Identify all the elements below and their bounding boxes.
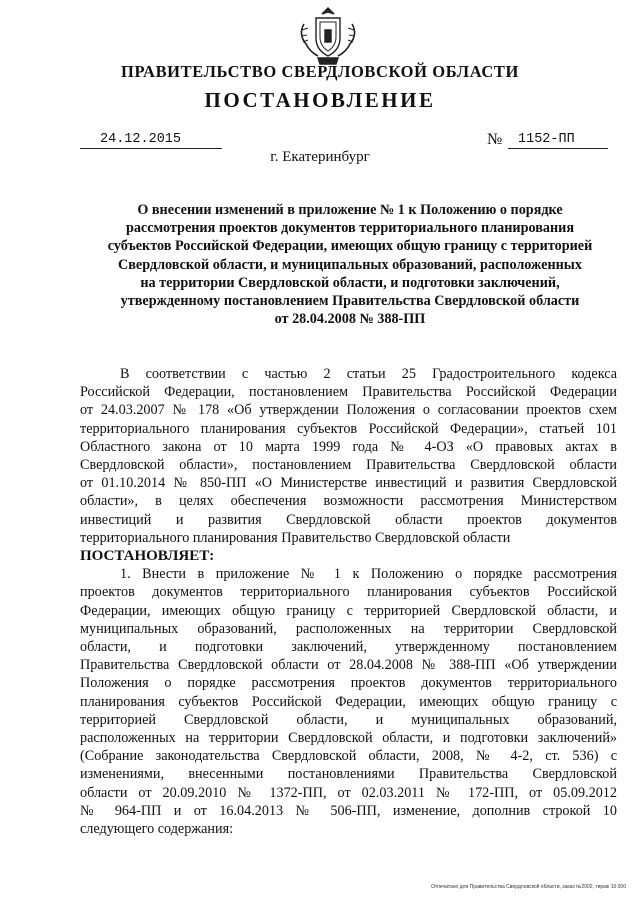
body-line: от 01.10.2014 № 850-ПП «О Министерстве инвестиций и развития Свердловской [80,475,617,492]
title-line: О внесении изменений в приложение № 1 к Положению о порядке [137,202,563,218]
document-title [80,201,620,328]
body-line: следующего содержания: [80,821,234,838]
body-line: муниципальных образований, расположенных на территории Свердловской [80,620,617,637]
number-sign: № [487,131,503,148]
body-line: территориального планирования субъектов Российской Федерации», статьей 101 [80,420,617,437]
body-line: № 964-ПП и от 16.04.2013 № 506-ПП, изменение, дополнив строкой 10 [80,802,617,819]
coat-of-arms-emblem [296,4,360,68]
body-line: Федерации, имеющих общую границу с территорией Свердловской области, и [80,602,617,619]
body-line: планирования субъектов Российской Федерации, имеющих общую границу с [80,693,617,710]
body-line: области, и подготовки заключений, утвержденному постановлением [80,639,617,656]
body-line: территориального планирования Правительство Свердловской области [80,529,511,546]
city-name: г. Екатеринбург [270,149,370,165]
body-line: Положения о порядке рассмотрения проектов документов территориального [80,675,617,692]
body-line: Свердловской области», постановлением Правительства Свердловской области [80,457,617,474]
body-line: (Собрание законодательства Свердловской области, 2008, № 4-2, ст. 536) с [80,748,617,765]
body-line: Российской Федерации, постановлением Правительства Российской Федерации [80,384,617,401]
organization-name: ПРАВИТЕЛЬСТВО СВЕРДЛОВСКОЙ ОБЛАСТИ [121,62,519,81]
document-date: 24.12.2015 [80,131,222,149]
body-line: Областного закона от 10 марта 1999 года № 4-ОЗ «О правовых актах в [80,438,617,455]
document-number: 1152-ПП [508,132,608,149]
body-line: от 24.03.2007 № 178 «Об утверждении Положения о согласовании проектов схем [80,402,617,419]
print-footer: Отпечатано для Правительства Свердловской области, заказ №2002, тираж 10 000 [430,884,626,890]
resolution-heading: ПОСТАНОВЛЯЕТ: [80,548,215,565]
title-line: утвержденному постановлением Правительства Свердловской области [120,293,580,310]
body-line: В соответствии с частью 2 статьи 25 Градостроительного кодекса [120,366,617,382]
title-line: субъектов Российской Федерации, имеющих общую границу с территорией [107,238,593,255]
document-type: ПОСТАНОВЛЕНИЕ [204,88,436,112]
document-body [80,365,617,838]
body-line: области», в целях обеспечения возможности рассмотрения Министерством [80,493,617,510]
body-line: проектов документов территориального планирования субъектов Российской [80,584,617,601]
body-line: расположенных на территории Свердловской области, и подготовки заключений» [80,730,617,747]
body-line: территорией Свердловской области, и муниципальных образований, [80,711,617,728]
title-line: Свердловской области, и муниципальных образований, расположенных [118,256,582,273]
title-line: рассмотрения проектов документов территориального планирования [125,220,575,237]
body-line: области от 20.09.2010 № 1372-ПП, от 02.03.2011 № 172-ПП, от 05.09.2012 [80,784,617,801]
body-line: инвестиций и развития Свердловской области проектов документов [80,511,617,528]
body-line: Правительства Свердловской области от 28.04.2008 № 388-ПП «Об утверждении [80,657,617,674]
body-line: изменениями, внесенными постановлениями Правительства Свердловской [80,766,617,783]
title-line: на территории Свердловской области, и подготовки заключений, [140,274,560,291]
title-line: от 28.04.2008 № 388-ПП [274,311,426,328]
body-line: 1. Внести в приложение № 1 к Положению о порядке рассмотрения [120,566,617,583]
